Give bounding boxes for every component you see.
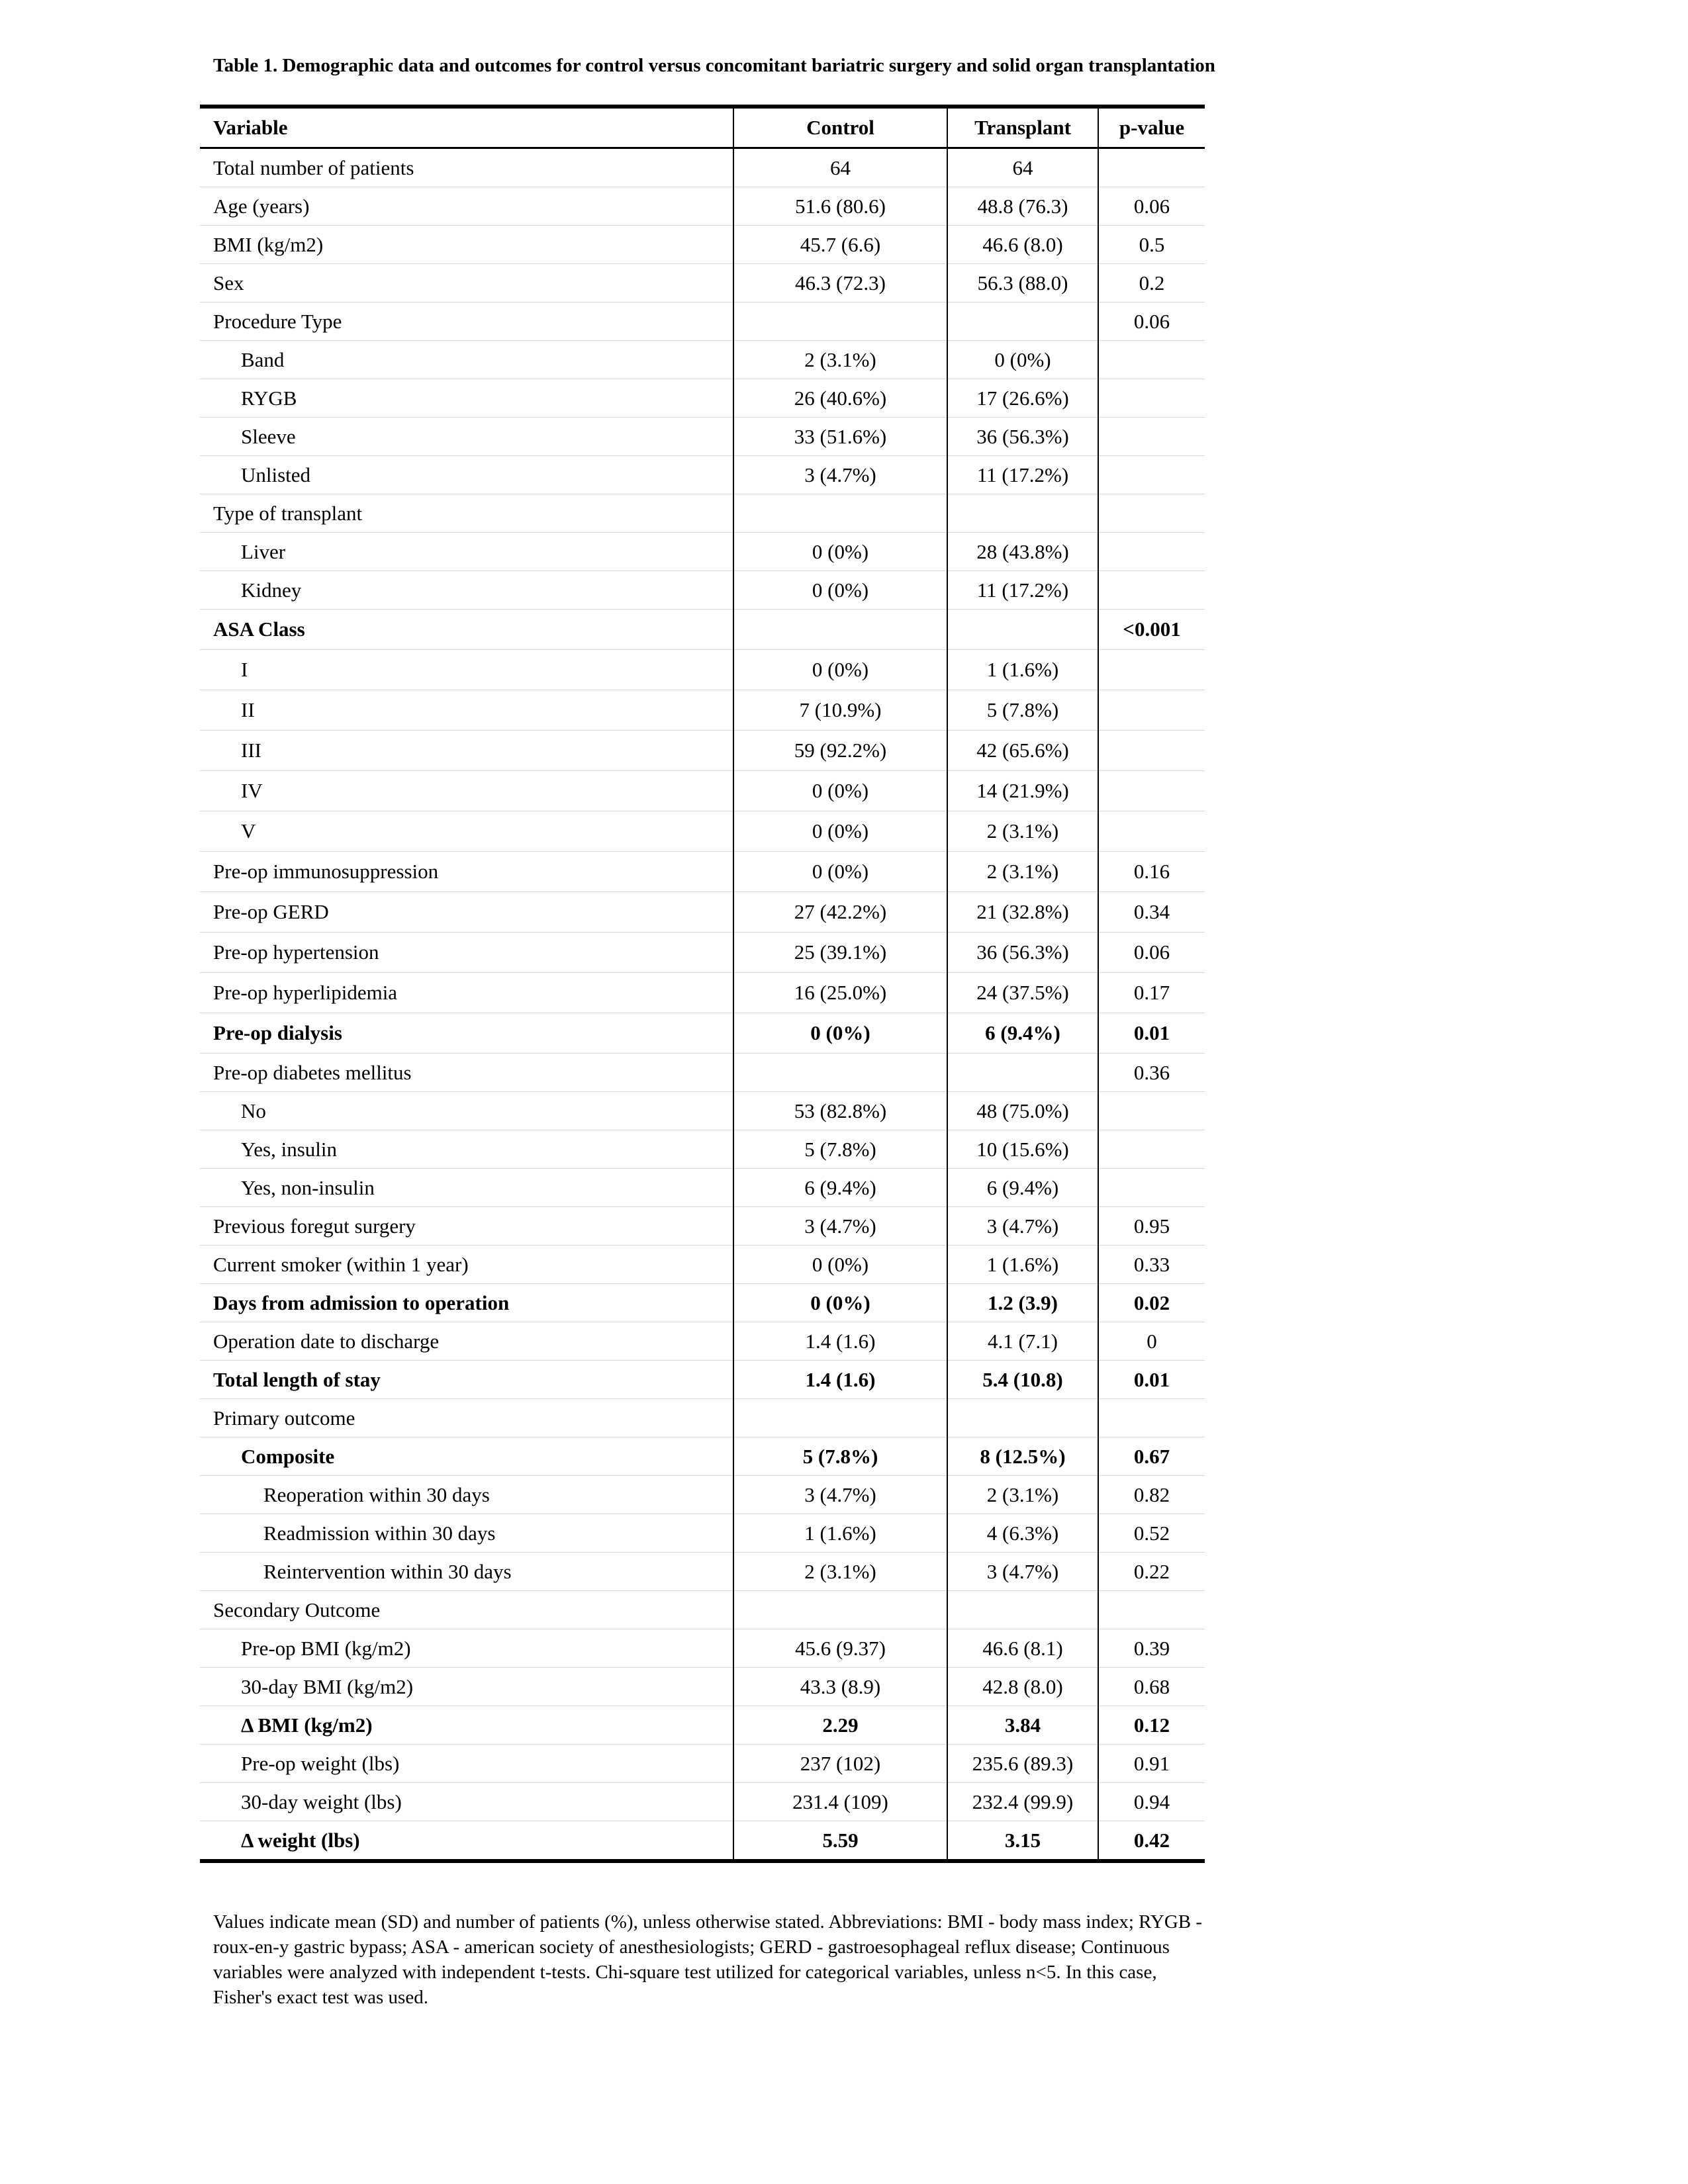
- cell-p-value: 0.95: [1098, 1206, 1205, 1245]
- cell-control: 0 (0%): [733, 1245, 947, 1283]
- table-row: [200, 1168, 1205, 1206]
- cell-variable: Sleeve: [241, 424, 296, 448]
- cell-transplant: 28 (43.8%): [947, 532, 1098, 570]
- cell-transplant: 2 (3.1%): [947, 1475, 1098, 1514]
- cell-p-value: [1098, 1130, 1205, 1168]
- cell-p-value: 0.33: [1098, 1245, 1205, 1283]
- cell-transplant: 8 (12.5%): [947, 1437, 1098, 1475]
- table-row: [200, 649, 1205, 690]
- cell-transplant: 42.8 (8.0): [947, 1667, 1098, 1706]
- table-row: [200, 1130, 1205, 1168]
- cell-control: 0 (0%): [733, 1013, 947, 1053]
- cell-control: 0 (0%): [733, 570, 947, 609]
- cell-variable: Operation date to discharge: [213, 1329, 440, 1353]
- cell-p-value: [1098, 730, 1205, 770]
- cell-control: [733, 494, 947, 532]
- cell-variable: Reoperation within 30 days: [263, 1482, 490, 1506]
- table-body: [200, 148, 1205, 1861]
- cell-p-value: 0.06: [1098, 187, 1205, 225]
- cell-control: 1.4 (1.6): [733, 1360, 947, 1398]
- cell-control: 27 (42.2%): [733, 891, 947, 932]
- table-row: [200, 770, 1205, 811]
- table-row: [200, 494, 1205, 532]
- cell-control: 2 (3.1%): [733, 1552, 947, 1590]
- cell-p-value: 0.68: [1098, 1667, 1205, 1706]
- cell-control: 2 (3.1%): [733, 340, 947, 379]
- cell-control: 3 (4.7%): [733, 455, 947, 494]
- cell-transplant: 232.4 (99.9): [947, 1782, 1098, 1821]
- cell-p-value: [1098, 1168, 1205, 1206]
- cell-variable: Pre-op hypertension: [213, 940, 379, 964]
- table-row: [200, 1245, 1205, 1283]
- cell-variable: Pre-op hyperlipidemia: [213, 981, 398, 1004]
- cell-variable: Total length of stay: [213, 1367, 381, 1391]
- cell-control: [733, 609, 947, 649]
- table-row: [200, 1053, 1205, 1091]
- cell-transplant: 56.3 (88.0): [947, 263, 1098, 302]
- cell-transplant: 48 (75.0%): [947, 1091, 1098, 1130]
- table-row: [200, 570, 1205, 609]
- cell-p-value: [1098, 455, 1205, 494]
- cell-control: 6 (9.4%): [733, 1168, 947, 1206]
- cell-transplant: [947, 494, 1098, 532]
- cell-transplant: 5.4 (10.8): [947, 1360, 1098, 1398]
- cell-control: 3 (4.7%): [733, 1206, 947, 1245]
- cell-p-value: 0.34: [1098, 891, 1205, 932]
- table-row: [200, 1782, 1205, 1821]
- cell-transplant: 46.6 (8.0): [947, 225, 1098, 263]
- table-row: [200, 851, 1205, 891]
- table-row: [200, 1091, 1205, 1130]
- cell-p-value: 0.36: [1098, 1053, 1205, 1091]
- cell-variable: 30-day weight (lbs): [241, 1790, 402, 1813]
- cell-transplant: 48.8 (76.3): [947, 187, 1098, 225]
- cell-transplant: 36 (56.3%): [947, 932, 1098, 972]
- cell-control: 26 (40.6%): [733, 379, 947, 417]
- cell-control: 51.6 (80.6): [733, 187, 947, 225]
- cell-control: 53 (82.8%): [733, 1091, 947, 1130]
- table-row: [200, 532, 1205, 570]
- table-row: [200, 1013, 1205, 1053]
- cell-variable: III: [241, 739, 261, 762]
- cell-variable: No: [241, 1099, 266, 1122]
- cell-variable: BMI (kg/m2): [213, 232, 324, 256]
- cell-p-value: [1098, 532, 1205, 570]
- cell-control: 0 (0%): [733, 1283, 947, 1322]
- cell-variable: Previous foregut surgery: [213, 1214, 416, 1238]
- cell-transplant: 17 (26.6%): [947, 379, 1098, 417]
- cell-control: 1.4 (1.6): [733, 1322, 947, 1360]
- cell-variable: ASA Class: [213, 617, 305, 641]
- cell-p-value: 0.91: [1098, 1744, 1205, 1782]
- table-row: [200, 1283, 1205, 1322]
- table-row: [200, 455, 1205, 494]
- cell-control: 16 (25.0%): [733, 972, 947, 1013]
- cell-p-value: [1098, 770, 1205, 811]
- cell-variable: Unlisted: [241, 463, 311, 486]
- cell-variable: Liver: [241, 539, 286, 563]
- table-row: [200, 690, 1205, 730]
- cell-control: [733, 1053, 947, 1091]
- table-row: [200, 1398, 1205, 1437]
- cell-control: 2.29: [733, 1706, 947, 1744]
- cell-control: 64: [733, 148, 947, 187]
- cell-variable: I: [241, 658, 248, 681]
- cell-p-value: [1098, 811, 1205, 851]
- table-row: [200, 1821, 1205, 1861]
- cell-control: 0 (0%): [733, 811, 947, 851]
- cell-control: 46.3 (72.3): [733, 263, 947, 302]
- header-transplant: Transplant: [947, 107, 1098, 148]
- cell-p-value: 0.01: [1098, 1360, 1205, 1398]
- cell-control: [733, 1590, 947, 1629]
- cell-variable: Kidney: [241, 578, 302, 602]
- cell-variable: Pre-op immunosuppression: [213, 860, 439, 883]
- cell-transplant: 5 (7.8%): [947, 690, 1098, 730]
- cell-p-value: [1098, 340, 1205, 379]
- cell-p-value: [1098, 379, 1205, 417]
- table-row: [200, 1590, 1205, 1629]
- table-row: [200, 1475, 1205, 1514]
- cell-variable: Pre-op weight (lbs): [241, 1751, 400, 1775]
- table-row: [200, 1437, 1205, 1475]
- cell-transplant: 10 (15.6%): [947, 1130, 1098, 1168]
- cell-control: 237 (102): [733, 1744, 947, 1782]
- cell-p-value: 0.5: [1098, 225, 1205, 263]
- cell-variable: Days from admission to operation: [213, 1291, 510, 1314]
- cell-transplant: 6 (9.4%): [947, 1013, 1098, 1053]
- cell-transplant: 2 (3.1%): [947, 851, 1098, 891]
- header-p-value: p-value: [1098, 107, 1205, 148]
- cell-p-value: [1098, 690, 1205, 730]
- cell-control: [733, 302, 947, 340]
- cell-transplant: 3 (4.7%): [947, 1552, 1098, 1590]
- table-row: [200, 972, 1205, 1013]
- cell-variable: Current smoker (within 1 year): [213, 1252, 469, 1276]
- table-row: [200, 811, 1205, 851]
- table-row: [200, 1552, 1205, 1590]
- cell-control: 0 (0%): [733, 770, 947, 811]
- cell-control: 45.7 (6.6): [733, 225, 947, 263]
- cell-transplant: [947, 1398, 1098, 1437]
- cell-transplant: 3 (4.7%): [947, 1206, 1098, 1245]
- cell-transplant: 3.84: [947, 1706, 1098, 1744]
- cell-transplant: 4 (6.3%): [947, 1514, 1098, 1552]
- cell-transplant: 46.6 (8.1): [947, 1629, 1098, 1667]
- cell-variable: Age (years): [213, 194, 310, 218]
- cell-p-value: 0: [1098, 1322, 1205, 1360]
- table-row: [200, 1360, 1205, 1398]
- table-row: [200, 187, 1205, 225]
- table-row: [200, 609, 1205, 649]
- cell-variable: Band: [241, 347, 285, 371]
- cell-p-value: 0.39: [1098, 1629, 1205, 1667]
- table-header-row: [200, 107, 1205, 148]
- cell-variable: Procedure Type: [213, 309, 342, 333]
- cell-transplant: [947, 302, 1098, 340]
- cell-p-value: [1098, 148, 1205, 187]
- table-row: [200, 148, 1205, 187]
- cell-variable: Readmission within 30 days: [263, 1521, 496, 1545]
- cell-control: 5 (7.8%): [733, 1130, 947, 1168]
- cell-transplant: [947, 609, 1098, 649]
- cell-control: 43.3 (8.9): [733, 1667, 947, 1706]
- cell-p-value: [1098, 1590, 1205, 1629]
- cell-variable: Δ weight (lbs): [241, 1828, 360, 1852]
- cell-p-value: 0.06: [1098, 302, 1205, 340]
- table-row: [200, 1706, 1205, 1744]
- cell-variable: Total number of patients: [213, 156, 414, 179]
- cell-variable: Type of transplant: [213, 501, 363, 525]
- cell-transplant: 11 (17.2%): [947, 570, 1098, 609]
- cell-variable: 30-day BMI (kg/m2): [241, 1674, 414, 1698]
- cell-control: 0 (0%): [733, 532, 947, 570]
- cell-p-value: 0.01: [1098, 1013, 1205, 1053]
- cell-p-value: 0.52: [1098, 1514, 1205, 1552]
- cell-variable: Sex: [213, 271, 244, 295]
- cell-transplant: 14 (21.9%): [947, 770, 1098, 811]
- cell-p-value: 0.22: [1098, 1552, 1205, 1590]
- cell-variable: Pre-op dialysis: [213, 1021, 342, 1044]
- cell-control: 231.4 (109): [733, 1782, 947, 1821]
- cell-control: 59 (92.2%): [733, 730, 947, 770]
- cell-variable: Reintervention within 30 days: [263, 1559, 512, 1583]
- cell-control: 5.59: [733, 1821, 947, 1861]
- table-row: [200, 1322, 1205, 1360]
- cell-p-value: [1098, 570, 1205, 609]
- table-row: [200, 1206, 1205, 1245]
- cell-variable: Yes, insulin: [241, 1137, 338, 1161]
- cell-variable: Yes, non-insulin: [241, 1175, 375, 1199]
- cell-p-value: <0.001: [1098, 609, 1205, 649]
- table-row: [200, 379, 1205, 417]
- table-row: [200, 263, 1205, 302]
- cell-variable: Composite: [241, 1444, 335, 1468]
- cell-variable: Secondary Outcome: [213, 1598, 381, 1621]
- table-caption: Table 1. Demographic data and outcomes for control versus concomitant bariatric surgery and solid organ transplantation: [213, 55, 1215, 76]
- cell-variable: V: [241, 819, 256, 842]
- cell-transplant: [947, 1590, 1098, 1629]
- cell-transplant: 36 (56.3%): [947, 417, 1098, 455]
- cell-variable: IV: [241, 779, 263, 802]
- cell-control: 1 (1.6%): [733, 1514, 947, 1552]
- table-row: [200, 302, 1205, 340]
- cell-p-value: 0.16: [1098, 851, 1205, 891]
- cell-p-value: 0.2: [1098, 263, 1205, 302]
- table-row: [200, 340, 1205, 379]
- cell-p-value: 0.82: [1098, 1475, 1205, 1514]
- cell-p-value: 0.17: [1098, 972, 1205, 1013]
- cell-control: 0 (0%): [733, 851, 947, 891]
- cell-control: [733, 1398, 947, 1437]
- table-row: [200, 730, 1205, 770]
- cell-variable: Primary outcome: [213, 1406, 355, 1430]
- table-row: [200, 1744, 1205, 1782]
- table-row: [200, 932, 1205, 972]
- table-footnote: Values indicate mean (SD) and number of patients (%), unless otherwise stated. Abbreviations: BMI - body mass index; RYGB - roux-en-y gastric bypass; ASA - american society of anesthesiologists; GERD - gastroesophageal reflux disease; Continuous variables were analyzed with independent t-tests. Chi-square test utilized for categorical variables, unless n<5. In this case, Fisher's exact test was used.: [213, 1911, 1203, 2008]
- cell-p-value: 0.12: [1098, 1706, 1205, 1744]
- header-control: Control: [733, 107, 947, 148]
- cell-transplant: 0 (0%): [947, 340, 1098, 379]
- cell-transplant: 24 (37.5%): [947, 972, 1098, 1013]
- cell-control: 33 (51.6%): [733, 417, 947, 455]
- cell-p-value: 0.02: [1098, 1283, 1205, 1322]
- cell-control: 5 (7.8%): [733, 1437, 947, 1475]
- cell-p-value: [1098, 1091, 1205, 1130]
- cell-transplant: 4.1 (7.1): [947, 1322, 1098, 1360]
- table-row: [200, 891, 1205, 932]
- cell-control: 0 (0%): [733, 649, 947, 690]
- cell-control: 45.6 (9.37): [733, 1629, 947, 1667]
- cell-p-value: 0.06: [1098, 932, 1205, 972]
- cell-transplant: 6 (9.4%): [947, 1168, 1098, 1206]
- cell-variable: Pre-op diabetes mellitus: [213, 1060, 412, 1084]
- cell-transplant: 235.6 (89.3): [947, 1744, 1098, 1782]
- cell-p-value: [1098, 649, 1205, 690]
- table-row: [200, 1667, 1205, 1706]
- header-variable: Variable: [213, 116, 288, 140]
- cell-control: 25 (39.1%): [733, 932, 947, 972]
- cell-transplant: 42 (65.6%): [947, 730, 1098, 770]
- cell-variable: II: [241, 698, 255, 721]
- cell-variable: Pre-op GERD: [213, 900, 329, 923]
- cell-transplant: 2 (3.1%): [947, 811, 1098, 851]
- table-row: [200, 417, 1205, 455]
- table-row: [200, 1514, 1205, 1552]
- cell-transplant: 1 (1.6%): [947, 649, 1098, 690]
- cell-transplant: 21 (32.8%): [947, 891, 1098, 932]
- cell-transplant: 1 (1.6%): [947, 1245, 1098, 1283]
- cell-control: 3 (4.7%): [733, 1475, 947, 1514]
- table-row: [200, 225, 1205, 263]
- cell-control: 7 (10.9%): [733, 690, 947, 730]
- cell-p-value: 0.67: [1098, 1437, 1205, 1475]
- cell-transplant: 1.2 (3.9): [947, 1283, 1098, 1322]
- cell-transplant: [947, 1053, 1098, 1091]
- cell-transplant: 11 (17.2%): [947, 455, 1098, 494]
- cell-variable: Pre-op BMI (kg/m2): [241, 1636, 411, 1660]
- cell-transplant: 3.15: [947, 1821, 1098, 1861]
- cell-p-value: 0.94: [1098, 1782, 1205, 1821]
- demographics-table: [200, 105, 1205, 1863]
- cell-p-value: [1098, 1398, 1205, 1437]
- cell-variable: Δ BMI (kg/m2): [241, 1713, 373, 1737]
- cell-p-value: [1098, 417, 1205, 455]
- cell-transplant: 64: [947, 148, 1098, 187]
- cell-p-value: 0.42: [1098, 1821, 1205, 1861]
- cell-p-value: [1098, 494, 1205, 532]
- table-row: [200, 1629, 1205, 1667]
- cell-variable: RYGB: [241, 386, 297, 410]
